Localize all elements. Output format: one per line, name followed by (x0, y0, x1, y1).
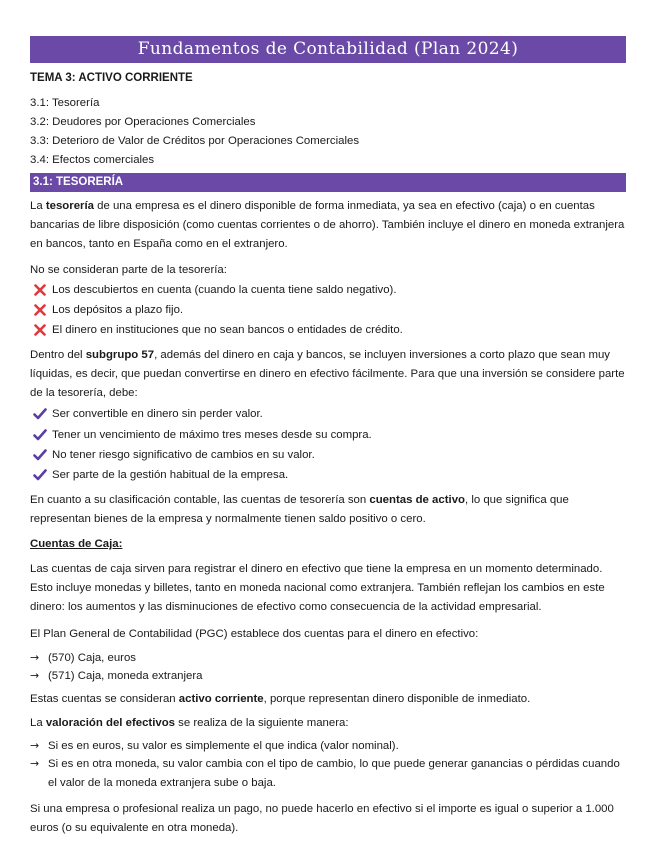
cross-icon (32, 320, 48, 340)
cross-icon (32, 300, 48, 320)
arrow-icon: → (30, 669, 40, 683)
requirements-list (30, 404, 626, 485)
list-item: El dinero en instituciones que no sean bancos o entidades de crédito. (30, 320, 626, 340)
list-item: Tener un vencimiento de máximo tres meses desde su compra. (30, 425, 626, 445)
list-item: Ser convertible en dinero sin perder valor. (30, 404, 626, 424)
check-icon (32, 425, 48, 445)
tesoreria-definition: La tesorería de una empresa es el dinero disponible de forma inmediata, ya sea en efectivo (caja) o en cuentas bancarias de libre disposición (como cuentas corrientes o de ahorro). También incluye el dinero en moneda extranjera en bancos, tanto en España como en el extranjero. (30, 200, 625, 251)
toc-item: 3.1: Tesorería (30, 97, 100, 109)
activo-corriente-paragraph: Estas cuentas se consideran activo corriente, porque representan dinero disponible de inmediato. (30, 693, 531, 706)
document-page (30, 36, 626, 838)
document-title: Fundamentos de Contabilidad (Plan 2024) (30, 36, 626, 63)
list-item: Ser parte de la gestión habitual de la empresa. (30, 465, 626, 485)
cuentas-caja-paragraph: Las cuentas de caja sirven para registrar el dinero en efectivo que tiene la empresa en un momento determinado. Esto incluye monedas y billetes, tanto en moneda nacional como extranjera. También reflejan los cambios en este dinero: los aumentos y las disminuciones de efectivo como consecuencia de la actividad empresarial. (30, 562, 605, 614)
valoracion-paragraph: La valoración del efectivos se realiza de la siguiente manera: (30, 717, 349, 730)
toc-item: 3.3: Deterioro de Valor de Créditos por Operaciones Comerciales (30, 135, 360, 147)
section-heading: 3.1: TESORERÍA (30, 173, 626, 192)
list-item: → Si es en euros, su valor es simplemente el que indica (valor nominal). (30, 737, 626, 756)
arrow-icon: → (30, 738, 40, 752)
table-of-contents (30, 94, 626, 170)
toc-item: 3.2: Deudores por Operaciones Comerciales (30, 116, 256, 128)
check-icon (32, 404, 48, 424)
arrow-icon: → (30, 650, 40, 664)
subgrupo-57-paragraph: Dentro del subgrupo 57, además del dinero en caja y bancos, se incluyen inversiones a corto plazo que sean muy líquidas, es decir, que puedan convertirse en dinero en efectivo fácilmente. Para que una inversión se considere parte de la tesorería, debe: (30, 348, 625, 400)
valuation-list (30, 737, 626, 793)
accounts-list (30, 649, 626, 686)
pago-limit-paragraph: Si una empresa o profesional realiza un pago, no puede hacerlo en efectivo si el importe es igual o superior a 1.000 euros (o su equivalente en otra moneda). (30, 802, 614, 834)
cross-icon (32, 280, 48, 300)
arrow-icon: → (30, 757, 40, 771)
list-item: → Si es en otra moneda, su valor cambia con el tipo de cambio, lo que puede generar ganancias o pérdidas cuando el valor de la moneda extranjera sube o baja. (30, 757, 620, 789)
cuentas-caja-heading: Cuentas de Caja: (30, 537, 123, 550)
list-item: No tener riesgo significativo de cambios en su valor. (30, 445, 626, 465)
toc-item: 3.4: Efectos comerciales (30, 154, 155, 166)
tema-heading: TEMA 3: ACTIVO CORRIENTE (30, 72, 193, 84)
list-item: → (571) Caja, moneda extranjera (30, 667, 626, 686)
list-item: Los depósitos a plazo fijo. (30, 300, 626, 320)
check-icon (32, 445, 48, 465)
check-icon (32, 465, 48, 485)
list-item: → (570) Caja, euros (30, 649, 626, 668)
not-included-intro: No se consideran parte de la tesorería: (30, 263, 227, 276)
not-included-list (30, 280, 626, 341)
pgc-paragraph: El Plan General de Contabilidad (PGC) establece dos cuentas para el dinero en efectivo: (30, 627, 479, 640)
classification-paragraph: En cuanto a su clasificación contable, las cuentas de tesorería son cuentas de activo, lo que significa que representan bienes de la empresa y normalmente tienen saldo positivo o cero. (30, 493, 569, 525)
list-item: Los descubiertos en cuenta (cuando la cuenta tiene saldo negativo). (30, 280, 626, 300)
